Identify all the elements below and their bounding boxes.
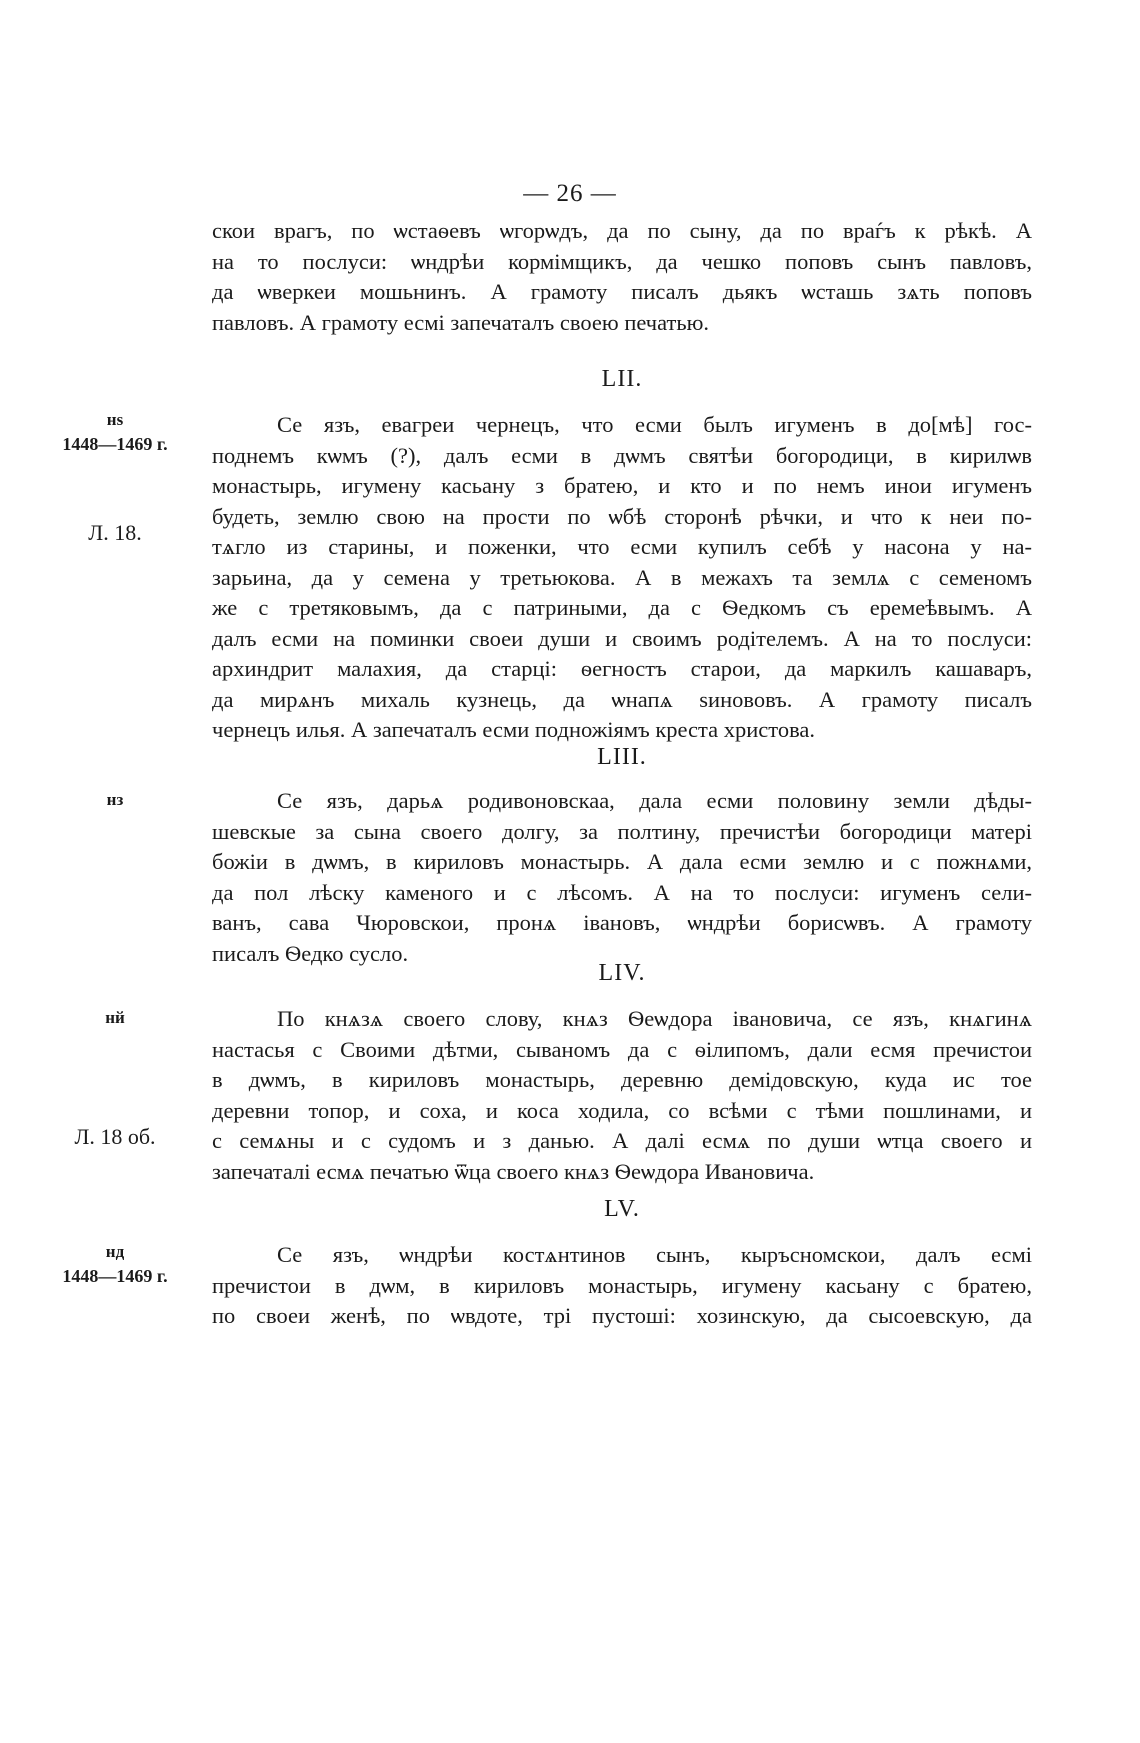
- margin-date: 1448—1469 г.: [62, 434, 168, 454]
- text-line: зарьина, да у семена у третьюкова. А в межахъ та землѧ с семеномъ: [212, 564, 1032, 590]
- text-line: Се язъ, ѡндрѣи костѧнтинов сынъ, кыръсномскои, далъ есмі: [277, 1242, 1032, 1267]
- text-line: тѧгло из старины, и поженки, что есми купилъ себѣ у насона у на-: [212, 534, 1032, 559]
- text-line: настасья с Своими дѣтми, сываномъ да с ѳілипомъ, дали есмя пречистои: [212, 1036, 1032, 1062]
- text-line: да мирѧнъ михаль кузнець, да ѡнапѧ ѕинововъ. А грамоту писалъ: [212, 686, 1032, 712]
- text-line: писалъ Ѳедко сусло.: [212, 940, 409, 966]
- margin-charter-number: нй: [105, 1008, 125, 1027]
- section-heading-liii: LIII.: [597, 744, 647, 770]
- text-line: скои врагъ, по ѡстаѳевъ ѡгорѡдъ, да по сыну, да по враѓъ к рѣкѣ. А: [212, 218, 1032, 243]
- text-line: монастырь, игумену касьану з братею, и кто и по немъ инои игуменъ: [212, 473, 1032, 498]
- text-line: по своеи женѣ, по ѡвдоте, трі пустоші: хозинскую, да сысоевскую, да: [212, 1303, 1032, 1328]
- text-line: Се язъ, дарьѧ родивоновскаа, дала есми половину земли дѣды-: [277, 788, 1032, 813]
- text-line: на то послуси: ѡндрѣи кормімщикъ, да чешко поповъ сынъ павловъ,: [212, 248, 1032, 274]
- charter-text-lii: [212, 410, 1032, 746]
- text-line: будеть, землю свою на прости по ѡбѣ сторонѣ рѣчки, и что к неи по-: [212, 503, 1032, 529]
- margin-charter-number: нз: [106, 790, 124, 809]
- text-line: павловъ. А грамоту есмі запечаталъ своею печатью.: [212, 309, 710, 335]
- text-line: далъ есми на поминки своеи души и своимъ родітелемъ. А на то послуси:: [212, 625, 1032, 651]
- charter-text-lv: [212, 1240, 1032, 1332]
- charter-text-liv: [212, 1004, 1032, 1187]
- text-line: По кнѧзѧ своего слову, кнѧз Ѳеѡдора івановича, се язъ, кнѧгинѧ: [277, 1006, 1032, 1031]
- section-heading-lii: LII.: [601, 366, 643, 392]
- margin-charter-number: нд: [105, 1242, 125, 1261]
- text-line: чернецъ илья. А запечаталъ есми подножіямъ креста христова.: [212, 717, 816, 742]
- text-line: деревни топор, и соха, и коса ходила, со всѣми с тѣми пошлинами, и: [212, 1097, 1032, 1123]
- text-line: да пол лѣску каменого и с лѣсомъ. А на то послуси: игуменъ сели-: [212, 879, 1032, 905]
- opening-paragraph: [212, 216, 1032, 338]
- margin-leaf-reference: Л. 18 об.: [74, 1124, 156, 1149]
- margin-leaf-reference: Л. 18.: [88, 520, 142, 545]
- text-line: в дѡмъ, в кириловъ монастырь, деревню демідовскую, куда ис тое: [212, 1067, 1032, 1092]
- text-line: запечаталі есмѧ печатью ѿца своего кнѧз Ѳеѡдора Ивановича.: [212, 1158, 815, 1184]
- margin-date: 1448—1469 г.: [62, 1266, 168, 1286]
- section-heading-lv: LV.: [604, 1196, 640, 1222]
- text-line: ванъ, сава Чюровскои, пронѧ івановъ, ѡндрѣи борисѡвъ. А грамоту: [212, 910, 1032, 935]
- text-line: божіи в дѡмъ, в кириловъ монастырь. А дала есми землю и с пожнѧми,: [212, 849, 1032, 874]
- text-line: пречистои в дѡм, в кириловъ монастырь, игумену касьану с братею,: [212, 1272, 1032, 1298]
- section-heading-liv: LIV.: [598, 960, 646, 986]
- margin-charter-number: нѕ: [106, 410, 124, 429]
- text-line: же с третяковымъ, да с патриными, да с Ѳедкомъ съ еремеѣвымъ. А: [212, 595, 1032, 620]
- text-line: да ѡверкеи мошьнинъ. А грамоту писалъ дьякъ ѡсташь зѧть поповъ: [212, 279, 1032, 304]
- charter-text-liii: [212, 786, 1032, 969]
- text-line: поднемъ кѡмъ (?), далъ есми в дѡмъ святѣи богородици, в кирилѡв: [212, 442, 1032, 468]
- page-number: — 26 —: [523, 180, 617, 207]
- text-line: шевскые за сына своего долгу, за полтину, пречистѣи богородици матері: [212, 818, 1032, 844]
- text-line: архиндрит малахия, да старці: ѳегностъ старои, да маркилъ кашаваръ,: [212, 656, 1032, 681]
- text-line: Се язъ, евагреи чернецъ, что есми былъ игуменъ в до[мѣ] гос-: [277, 412, 1032, 437]
- text-line: с семѧны и с судомъ и з данью. А далі есмѧ по души ѡтца своего и: [212, 1128, 1032, 1153]
